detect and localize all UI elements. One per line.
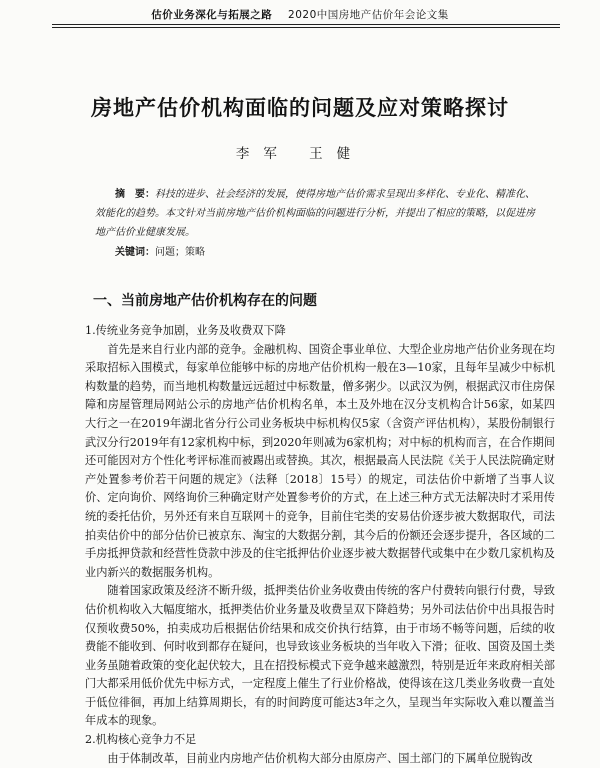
keywords (115, 244, 535, 262)
paragraph-1: 首先是来自行业内部的竞争。金融机构、国资企事业单位、大型企业房地产估价业务现在均采取招标入围模式，每家单位能够中标的房地产估价机构一般在3—10家，且每年呈减少中标机构数量的趋势，而当地机构数量远远超过中标数量，僧多粥少。以武汉为例，根据武汉市住房保障和房屋管理局网站公示的房地产估价机构名单，本土及外地在汉分支机构合计56家，如某四大行之一在2019年湖北省分行公司业务板块中标机构仅5家（含资产评估机构），某股份制银行武汉分行2019年有12家机构中标，到2020年则减为6家机构；对中标的机构而言，在合作期间还可能因对方个性化考评标准而被踢出或替换。其次，根据最高人民法院《关于人民法院确定财产处置参考价若干问题的规定》（法释〔2018〕15号）的规定，司法估价中新增了当事人议价、定向询价、网络询价三种确定财产处置参考价的方式，在上述三种方式无法解决时才采用传统的委托估价，另外还有来自互联网＋的竞争，目前住宅类的安易估价逐步被大数据取代，司法拍卖估价中的部分估价已被京东、淘宝的大数据分割，其今后的份额还会逐步提升，各区域的二手房抵押贷款和经营性贷款中涉及的住宅抵押估价业逐步被大数据替代或集中在少数几家机构及业内新兴的数据服务机构。 (85, 342, 555, 579)
keywords-label: 关键词： (115, 247, 155, 258)
paragraph-3: 由于体制改革，目前业内房地产估价机构大部分由原房产、国土部门的下属单位脱钩改 (107, 751, 533, 765)
subheading-1: 1.传统业务竞争加剧，业务及收费双下降 (85, 324, 286, 337)
body-text (85, 322, 555, 768)
volume-title: 2020中国房地产估价年会论文集 (288, 9, 449, 21)
abstract (95, 185, 535, 242)
paper-authors: 李军 王健 (235, 146, 365, 162)
paragraph-2: 随着国家政策及经济不断升级，抵押类估价业务收费由传统的客户付费转向银行付费，导致估价机构收入大幅度缩水，抵押类估价业务量及收费呈双下降趋势；另外司法估价中出具报告时仅预收费50%，拍卖成功后根据估价结果和成交价执行结算，由于市场不畅等问题，后续的收费能不能收到、何时收到都存在疑问，也导致该业务板块的当年收入下滑；征收、国资及国土类业务虽随着政策的变化起伏较大，且在招投标模式下竞争越来越激烈，特别是近年来政府相关部门大都采用低价优先中标方式，一定程度上催生了行业价格战，使得该在这几类业务收费一直处于低位徘徊，再加上结算周期长，有的时间跨度可能达3年之久，呈现当年实际收入难以覆盖当年成本的现象。 (85, 584, 555, 728)
series-title: 估价业务深化与拓展之路 (151, 9, 273, 21)
section-heading: 一、当前房地产估价机构存在的问题 (93, 293, 317, 309)
abstract-label: 摘 要： (115, 189, 155, 200)
subheading-2: 2.机构核心竞争力不足 (85, 733, 197, 747)
keywords-text: 问题；策略 (155, 247, 205, 258)
abstract-text: 科技的进步、社会经济的发展，使得房地产估价需求呈现出多样化、专业化、精准化、效能化的趋势。本文针对当前房地产估价机构面临的问题进行分析，并提出了相应的策略，以促进房地产估价业健康发展。 (95, 189, 535, 238)
running-header (0, 7, 600, 22)
header-rule-thin (52, 27, 560, 28)
paper-title: 房地产估价机构面临的问题及应对策略探讨 (91, 95, 509, 120)
header-rule (52, 24, 560, 25)
